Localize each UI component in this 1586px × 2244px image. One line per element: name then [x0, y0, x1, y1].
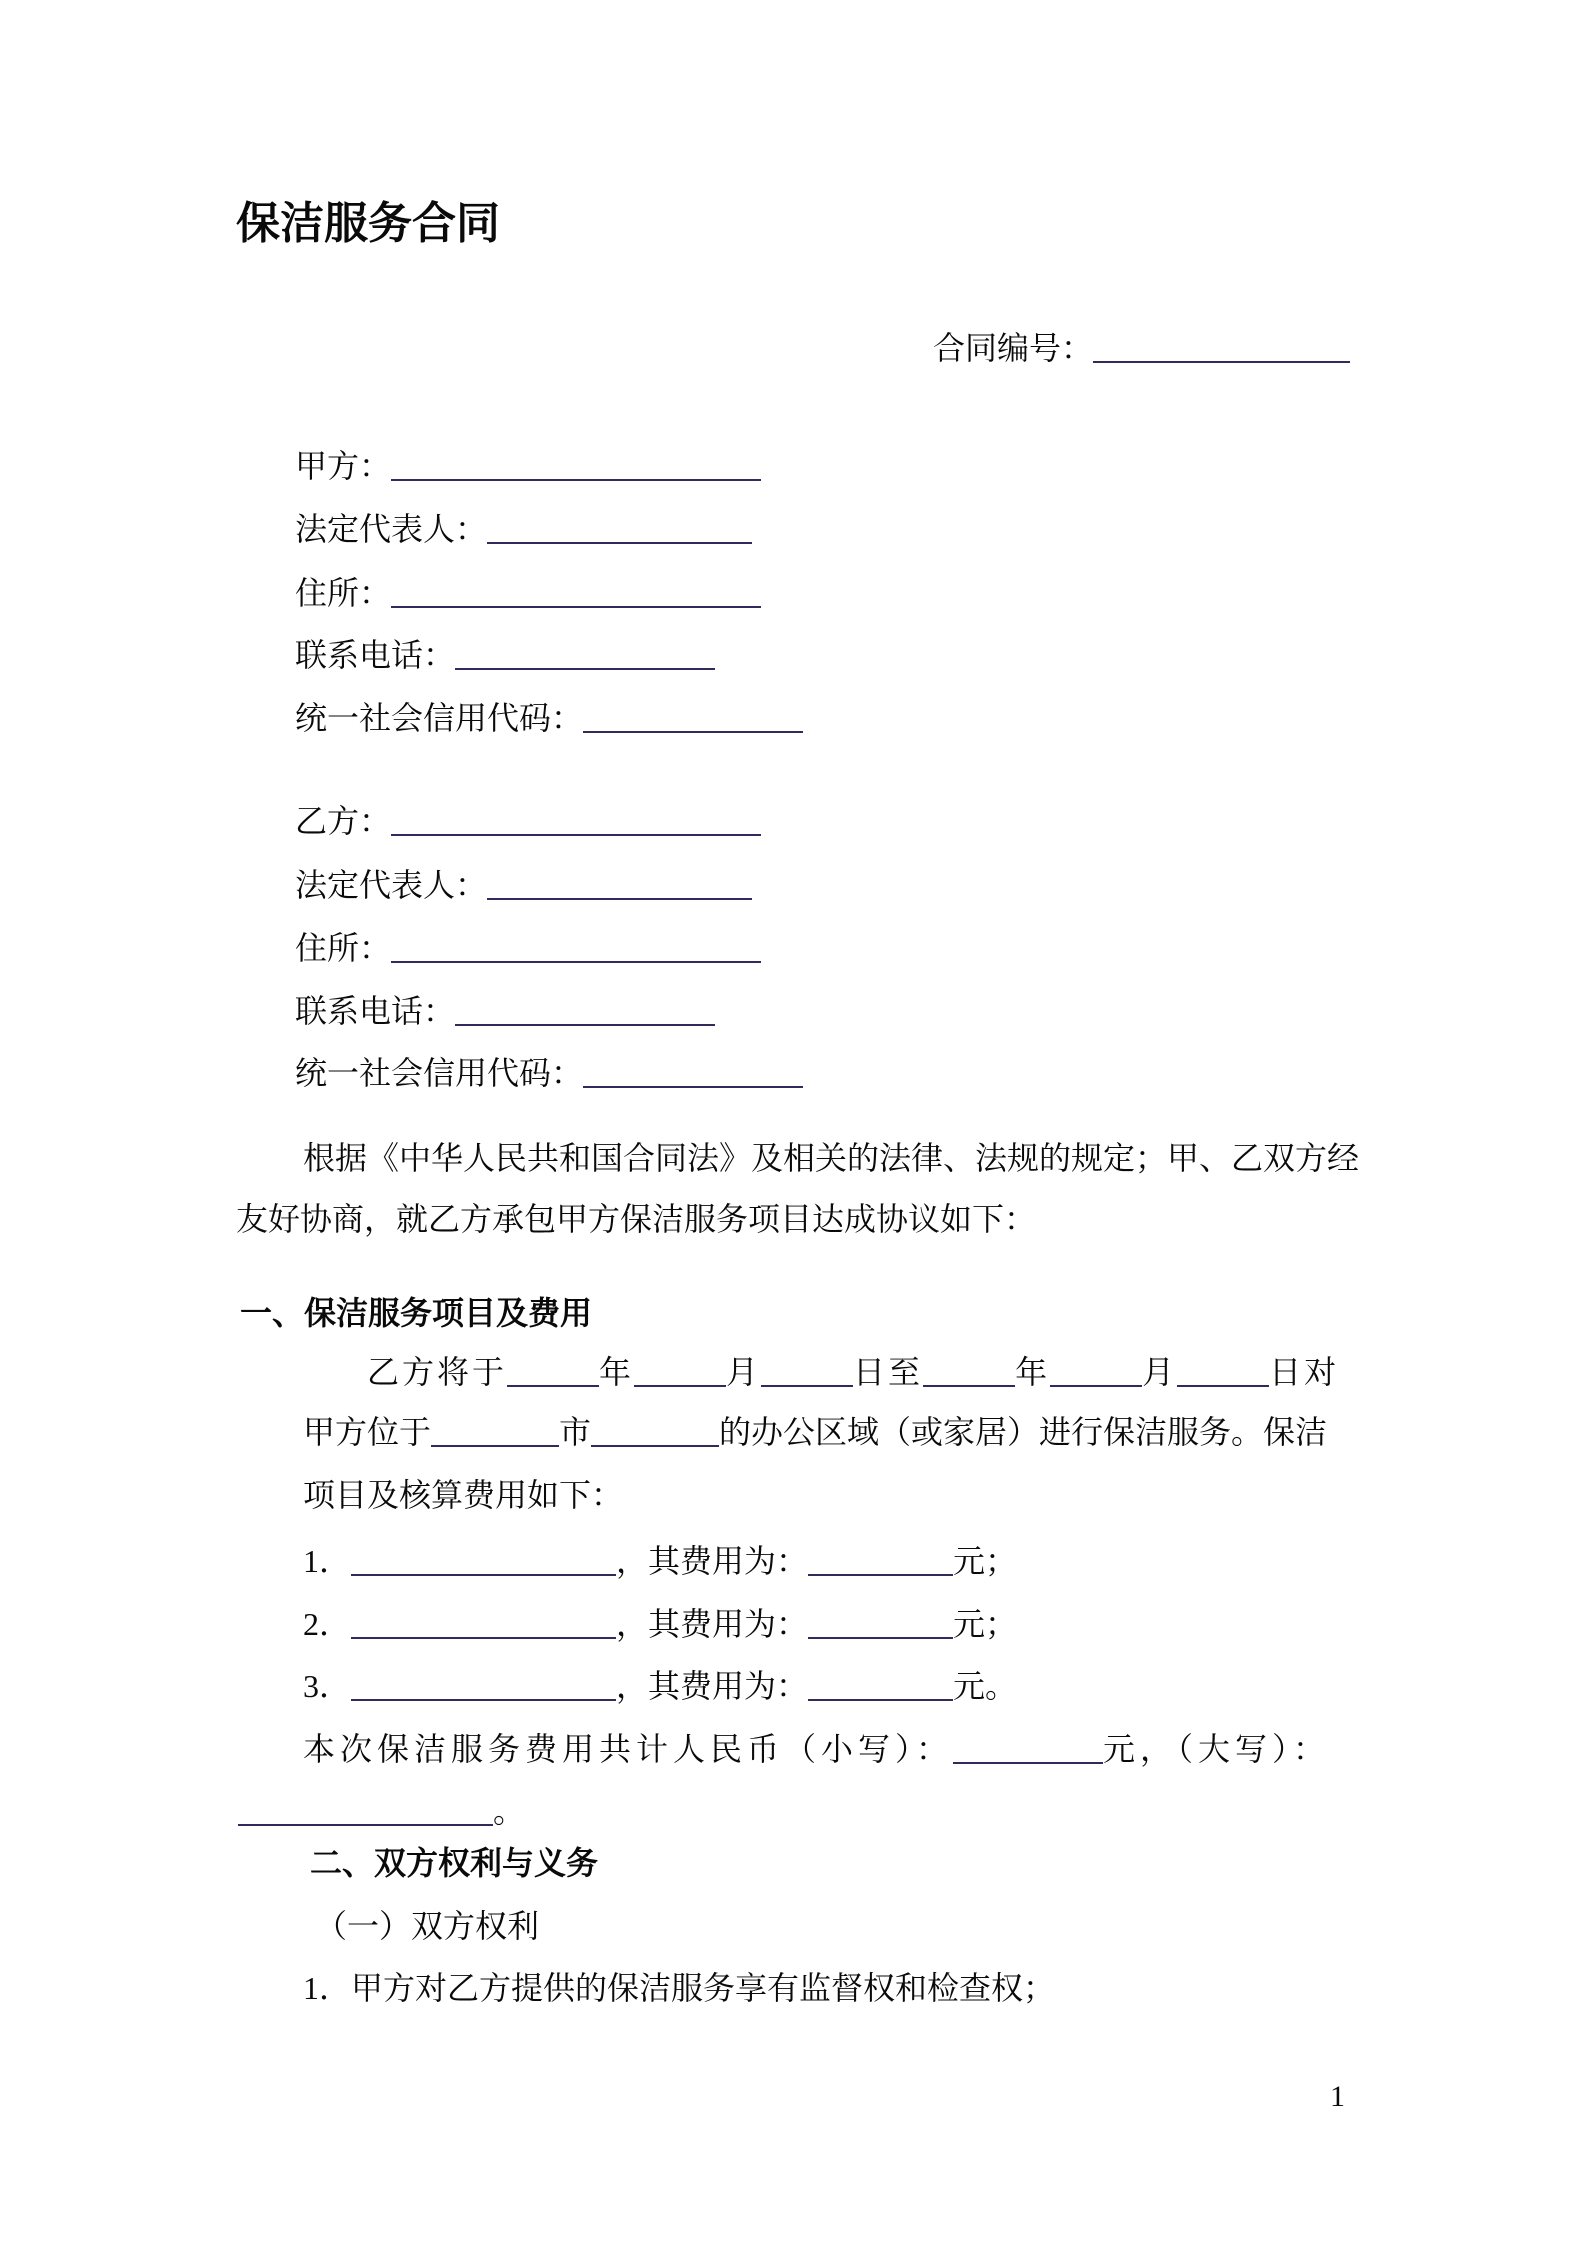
party-a-legal-rep-row: [295, 506, 752, 549]
fee-intro-line: 项目及核算费用如下：: [303, 1477, 624, 1513]
party-a-phone-blank: [455, 636, 715, 670]
service-location-line: [303, 1409, 1327, 1452]
party-b-phone-row: [295, 988, 715, 1031]
party-b-uscc-label: 统一社会信用代码：: [295, 1055, 584, 1091]
total-fee-numeric-blank: [953, 1730, 1103, 1764]
party-b-phone-blank: [455, 992, 715, 1026]
period-text-1: 年: [599, 1354, 635, 1390]
party-a-address-row: [295, 570, 761, 613]
contract-number-line: [933, 325, 1350, 368]
period-month-1-blank: [634, 1353, 726, 1387]
fee-item-2-amount-blank: [808, 1605, 953, 1639]
party-a-address-blank: [391, 574, 761, 608]
preamble-line-2: 友好协商，就乙方承包甲方保洁服务项目达成协议如下：: [236, 1201, 1037, 1237]
party-b-legal-rep-blank: [487, 866, 752, 900]
period-text-2: 月: [726, 1354, 762, 1390]
fee-item-3-amount-blank: [808, 1667, 953, 1701]
period-text-5: 月: [1142, 1354, 1178, 1390]
total-fee-line: [303, 1726, 1330, 1769]
section-1-heading: 一、保洁服务项目及费用: [240, 1295, 593, 1331]
total-fee-text-0: 本次保洁服务费用共计人民币（小写）：: [303, 1731, 954, 1767]
period-month-2-blank: [1050, 1353, 1142, 1387]
party-b-legal-rep-row: [295, 862, 752, 905]
fee-item-row-2: [303, 1601, 1017, 1644]
location-text-2: 的办公区域（或家居）进行保洁服务。保洁: [719, 1414, 1328, 1450]
party-b-address-blank: [391, 929, 761, 963]
total-fee-continuation-suffix: 。: [493, 1793, 526, 1829]
period-text-3: 日至: [853, 1354, 924, 1390]
party-a-uscc-row: [295, 695, 803, 738]
fee-item-1-name-blank: [351, 1542, 616, 1576]
preamble-line-1: 根据《中华人民共和国合同法》及相关的法律、法规的规定；甲、乙双方经: [303, 1140, 1360, 1176]
party-b-legal-rep-label: 法定代表人：: [295, 867, 488, 903]
period-text-0: 乙方将于: [367, 1354, 508, 1390]
party-b-address-label: 住所：: [295, 930, 392, 966]
fee-item-2-name-blank: [351, 1605, 616, 1639]
party-a-phone-label: 联系电话：: [295, 637, 456, 673]
party-b-phone-label: 联系电话：: [295, 993, 456, 1029]
service-period-line: [367, 1349, 1339, 1392]
party-b-uscc-blank: [583, 1054, 803, 1088]
party-b-uscc-row: [295, 1050, 803, 1093]
party-a-name-row: [295, 443, 761, 486]
party-b-address-row: [295, 925, 761, 968]
party-a-name-label: 甲方：: [295, 448, 392, 484]
period-year-2-blank: [923, 1353, 1015, 1387]
party-a-name-blank: [391, 447, 761, 481]
fee-item-1-number: 1．: [303, 1543, 352, 1579]
fee-item-3-number: 3．: [303, 1668, 352, 1704]
location-text-0: 甲方位于: [303, 1414, 432, 1450]
fee-item-1-mid: ，其费用为：: [616, 1543, 809, 1579]
contract-number-label: 合同编号：: [933, 330, 1094, 366]
total-fee-text-1: 元，（大写）：: [1103, 1731, 1331, 1767]
period-text-4: 年: [1015, 1354, 1051, 1390]
period-day-2-blank: [1177, 1353, 1269, 1387]
party-a-address-label: 住所：: [295, 575, 392, 611]
fee-item-row-3: [303, 1663, 1017, 1706]
period-text-6: 日对: [1269, 1354, 1340, 1390]
total-fee-words-blank: [238, 1792, 493, 1826]
party-a-phone-row: [295, 632, 715, 675]
period-day-1-blank: [761, 1353, 853, 1387]
party-a-uscc-blank: [583, 699, 803, 733]
document-title: 保洁服务合同: [236, 199, 500, 248]
party-a-legal-rep-label: 法定代表人：: [295, 511, 488, 547]
period-year-1-blank: [507, 1353, 599, 1387]
fee-item-1-amount-blank: [808, 1542, 953, 1576]
section-2-heading: 二、双方权利与义务: [310, 1845, 599, 1881]
fee-item-1-suffix: 元；: [953, 1543, 1018, 1579]
party-b-name-row: [295, 798, 761, 841]
contract-number-blank: [1093, 329, 1350, 363]
party-b-name-blank: [391, 802, 761, 836]
fee-item-2-suffix: 元；: [953, 1606, 1018, 1642]
party-a-uscc-label: 统一社会信用代码：: [295, 700, 584, 736]
location-text-1: 市: [559, 1414, 592, 1450]
fee-item-3-mid: ，其费用为：: [616, 1668, 809, 1704]
total-fee-continuation-line: [238, 1788, 525, 1831]
page-number: 1: [1330, 2080, 1345, 2113]
section-2-sub-1-heading: （一）双方权利: [315, 1908, 540, 1944]
fee-item-3-name-blank: [351, 1667, 616, 1701]
party-b-name-label: 乙方：: [295, 803, 392, 839]
location-district-blank: [591, 1413, 719, 1447]
fee-item-row-1: [303, 1538, 1017, 1581]
section-2-item-1: 1．甲方对乙方提供的保洁服务享有监督权和检查权；: [303, 1970, 1056, 2006]
party-a-legal-rep-blank: [487, 510, 752, 544]
fee-item-2-mid: ，其费用为：: [616, 1606, 809, 1642]
location-city-blank: [431, 1413, 559, 1447]
fee-item-2-number: 2．: [303, 1606, 352, 1642]
fee-item-3-suffix: 元。: [953, 1668, 1018, 1704]
